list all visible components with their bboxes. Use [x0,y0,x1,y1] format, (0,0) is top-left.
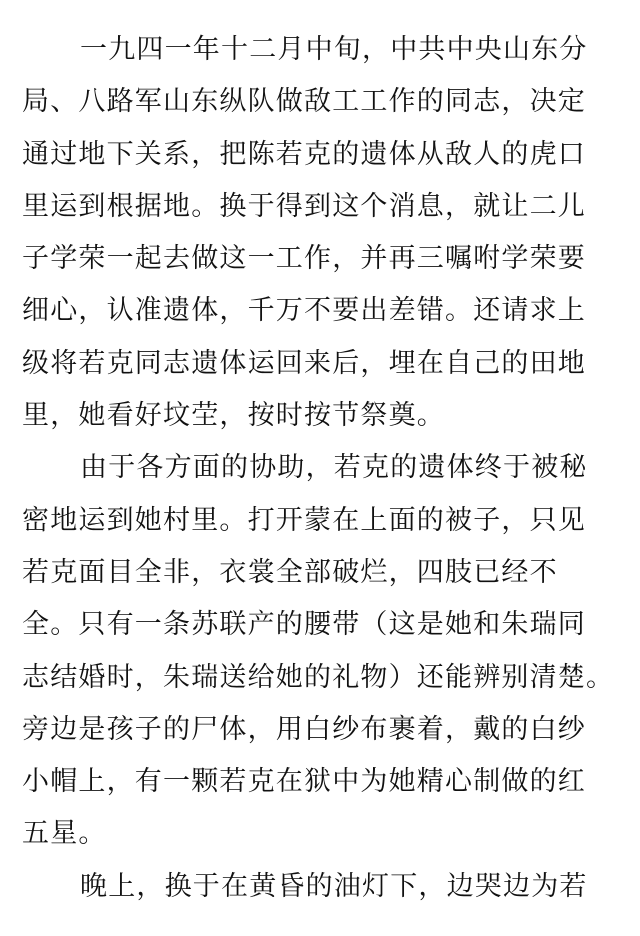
paragraph-2-line-5: 志结婚时，朱瑞送给她的礼物）还能辨别清楚。 [22,661,615,693]
paragraph-2-line-4: 全。只有一条苏联产的腰带（这是她和朱瑞同 [22,609,586,641]
paragraph-1-line-7: 级将若克同志遗体运回来后，埋在自己的田地 [22,347,586,379]
paragraph-3-line-1: 晚上，换于在黄昏的油灯下，边哭边为若 [80,870,588,902]
paragraph-1-line-4: 里运到根据地。换于得到这个消息，就让二儿 [22,190,586,222]
paragraph-2-line-2: 密地运到她村里。打开蒙在上面的被子，只见 [22,504,586,536]
paragraph-1-line-8: 里，她看好坟茔，按时按节祭奠。 [22,400,445,432]
paragraph-2-line-8: 五星。 [22,818,107,850]
paragraph-1-line-6: 细心，认准遗体，千万不要出差错。还请求上 [22,295,586,327]
paragraph-2-line-7: 小帽上，有一颗若克在狱中为她精心制做的红 [22,766,586,798]
paragraph-1-line-5: 子学荣一起去做这一工作，并再三嘱咐学荣要 [22,243,586,275]
paragraph-2-line-3: 若克面目全非，衣裳全部破烂，四肢已经不 [22,556,558,588]
paragraph-2-line-6: 旁边是孩子的尸体，用白纱布裹着，戴的白纱 [22,713,586,745]
paragraph-1-line-3: 通过地下关系，把陈若克的遗体从敌人的虎口 [22,138,586,170]
paragraph-2-line-1: 由于各方面的协助，若克的遗体终于被秘 [80,452,588,484]
document-page [22,24,628,913]
paragraph-1-line-2: 局、八路军山东纵队做敌工工作的同志，决定 [22,86,586,118]
paragraph-1-line-1: 一九四一年十二月中旬，中共中央山东分 [80,34,588,65]
